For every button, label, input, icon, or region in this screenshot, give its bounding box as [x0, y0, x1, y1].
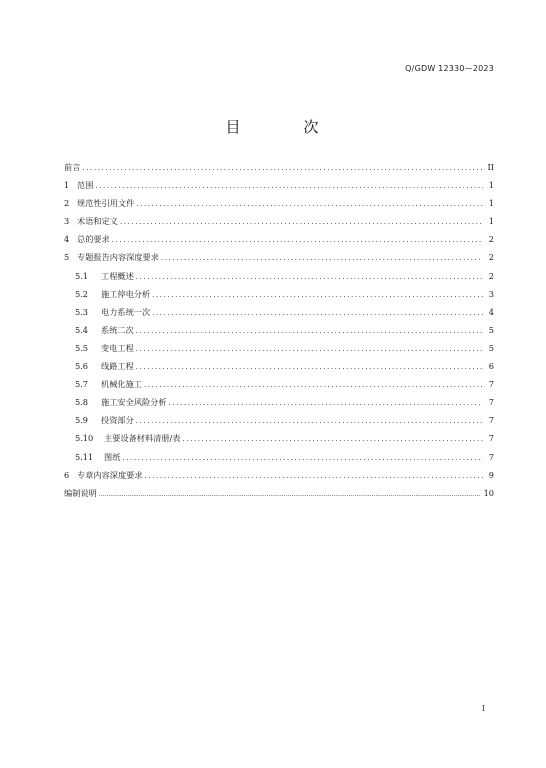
page-number: I: [481, 704, 485, 713]
toc-dot-leader: [136, 364, 483, 371]
toc-entry-label: 电力系统一次: [101, 306, 151, 317]
toc-entry[interactable]: [64, 163, 494, 181]
document-code: Q/GDW 12330—2023: [405, 64, 494, 73]
toc-entry-number: 5.8: [75, 397, 89, 408]
toc-entry-page: 1: [488, 198, 494, 209]
toc-entry-page: 9: [488, 469, 494, 480]
toc-entry-number: 5: [64, 252, 70, 263]
toc-entry-page: 2: [488, 270, 494, 281]
toc-dot-leader: [136, 346, 483, 353]
table-of-contents: [64, 163, 494, 507]
toc-dot-leader: [182, 436, 483, 443]
toc-entry-number: 5.11: [75, 451, 94, 462]
toc-entry-page: 2: [488, 252, 494, 263]
toc-entry[interactable]: [64, 380, 494, 398]
toc-entry[interactable]: [64, 181, 494, 199]
toc-dot-leader: [145, 473, 483, 480]
toc-dot-leader: [82, 165, 483, 172]
toc-entry-page: 7: [488, 415, 494, 426]
toc-dot-leader: [122, 455, 483, 462]
toc-entry-label: 总的要求: [77, 234, 110, 245]
toc-entry-page: 7: [488, 379, 494, 390]
toc-entry-label: 线路工程: [101, 361, 134, 372]
toc-entry-label: 专题报告内容深度要求: [77, 252, 159, 263]
toc-dot-leader: [112, 237, 483, 244]
toc-entry-label: 主要设备材料清册/表: [104, 433, 181, 444]
toc-entry-page: 7: [488, 451, 494, 462]
toc-dot-leader: [152, 292, 483, 299]
toc-entry-label: 变电工程: [101, 342, 134, 353]
toc-entry[interactable]: [64, 434, 494, 452]
toc-entry-label: 术语和定义: [77, 216, 118, 227]
toc-entry-page: II: [487, 162, 494, 172]
toc-dot-leader: [136, 328, 483, 335]
toc-entry[interactable]: [64, 199, 494, 217]
toc-dot-leader: [169, 400, 483, 407]
toc-dot-leader: [120, 219, 483, 226]
toc-entry-label: 施工停电分析: [101, 288, 151, 299]
toc-entry-page: 10: [483, 487, 494, 498]
toc-dot-leader: [99, 492, 481, 498]
toc-entry-label: 前言: [64, 162, 81, 172]
toc-entry-page: 5: [488, 324, 494, 335]
toc-dot-leader: [95, 183, 483, 190]
toc-entry-page: 7: [488, 433, 494, 444]
toc-entry-page: 6: [488, 361, 494, 372]
toc-entry[interactable]: [64, 217, 494, 235]
toc-entry-label: 规范性引用文件: [77, 198, 135, 209]
toc-dot-leader: [161, 255, 483, 262]
toc-entry-number: 5.9: [75, 415, 89, 426]
toc-entry-number: 5.7: [75, 379, 89, 390]
toc-entry-number: 2: [64, 198, 70, 209]
toc-entry-number: 3: [64, 216, 70, 227]
toc-entry[interactable]: [64, 398, 494, 416]
toc-entry[interactable]: [64, 416, 494, 434]
toc-entry-label: 范围: [77, 180, 94, 191]
toc-dot-leader: [144, 382, 483, 389]
toc-entry-number: 4: [64, 234, 70, 245]
toc-entry-label: 施工安全风险分析: [101, 397, 167, 408]
toc-entry-number: 5.10: [75, 433, 94, 444]
toc-entry[interactable]: [64, 344, 494, 362]
toc-entry-page: 7: [488, 397, 494, 408]
toc-dot-leader: [136, 418, 483, 425]
toc-dot-leader: [136, 201, 483, 208]
toc-entry-number: 1: [64, 180, 70, 191]
toc-entry-number: 5.2: [75, 288, 89, 299]
toc-entry-number: 6: [64, 469, 70, 480]
toc-entry[interactable]: [64, 489, 494, 507]
toc-entry-number: 5.5: [75, 342, 89, 353]
toc-entry-number: 5.3: [75, 306, 89, 317]
toc-entry-label: 图纸: [104, 451, 121, 462]
toc-entry-label: 工程概述: [101, 270, 134, 281]
toc-title: 目 次: [225, 118, 343, 136]
toc-entry[interactable]: [64, 290, 494, 308]
toc-entry-label: 投资部分: [101, 415, 134, 426]
toc-entry-page: 5: [488, 342, 494, 353]
toc-entry-page: 4: [488, 306, 494, 317]
toc-entry-label: 编制说明: [64, 487, 97, 498]
toc-entry-number: 5.4: [75, 324, 89, 335]
toc-entry-number: 5.6: [75, 361, 89, 372]
toc-entry-number: 5.1: [75, 270, 89, 281]
toc-entry[interactable]: [64, 308, 494, 326]
toc-dot-leader: [136, 274, 483, 281]
toc-entry[interactable]: [64, 253, 494, 271]
toc-entry-label: 专章内容深度要求: [77, 469, 143, 480]
toc-entry[interactable]: [64, 471, 494, 489]
toc-entry[interactable]: [64, 362, 494, 380]
toc-entry[interactable]: [64, 272, 494, 290]
toc-entry[interactable]: [64, 326, 494, 344]
toc-dot-leader: [152, 310, 483, 317]
toc-entry-label: 系统二次: [101, 324, 134, 335]
toc-entry-page: 1: [488, 216, 494, 227]
toc-entry-label: 机械化施工: [101, 379, 142, 390]
toc-entry-page: 2: [488, 234, 494, 245]
toc-entry[interactable]: [64, 453, 494, 471]
toc-entry-page: 1: [488, 180, 494, 191]
toc-entry-page: 3: [488, 288, 494, 299]
toc-entry[interactable]: [64, 235, 494, 253]
